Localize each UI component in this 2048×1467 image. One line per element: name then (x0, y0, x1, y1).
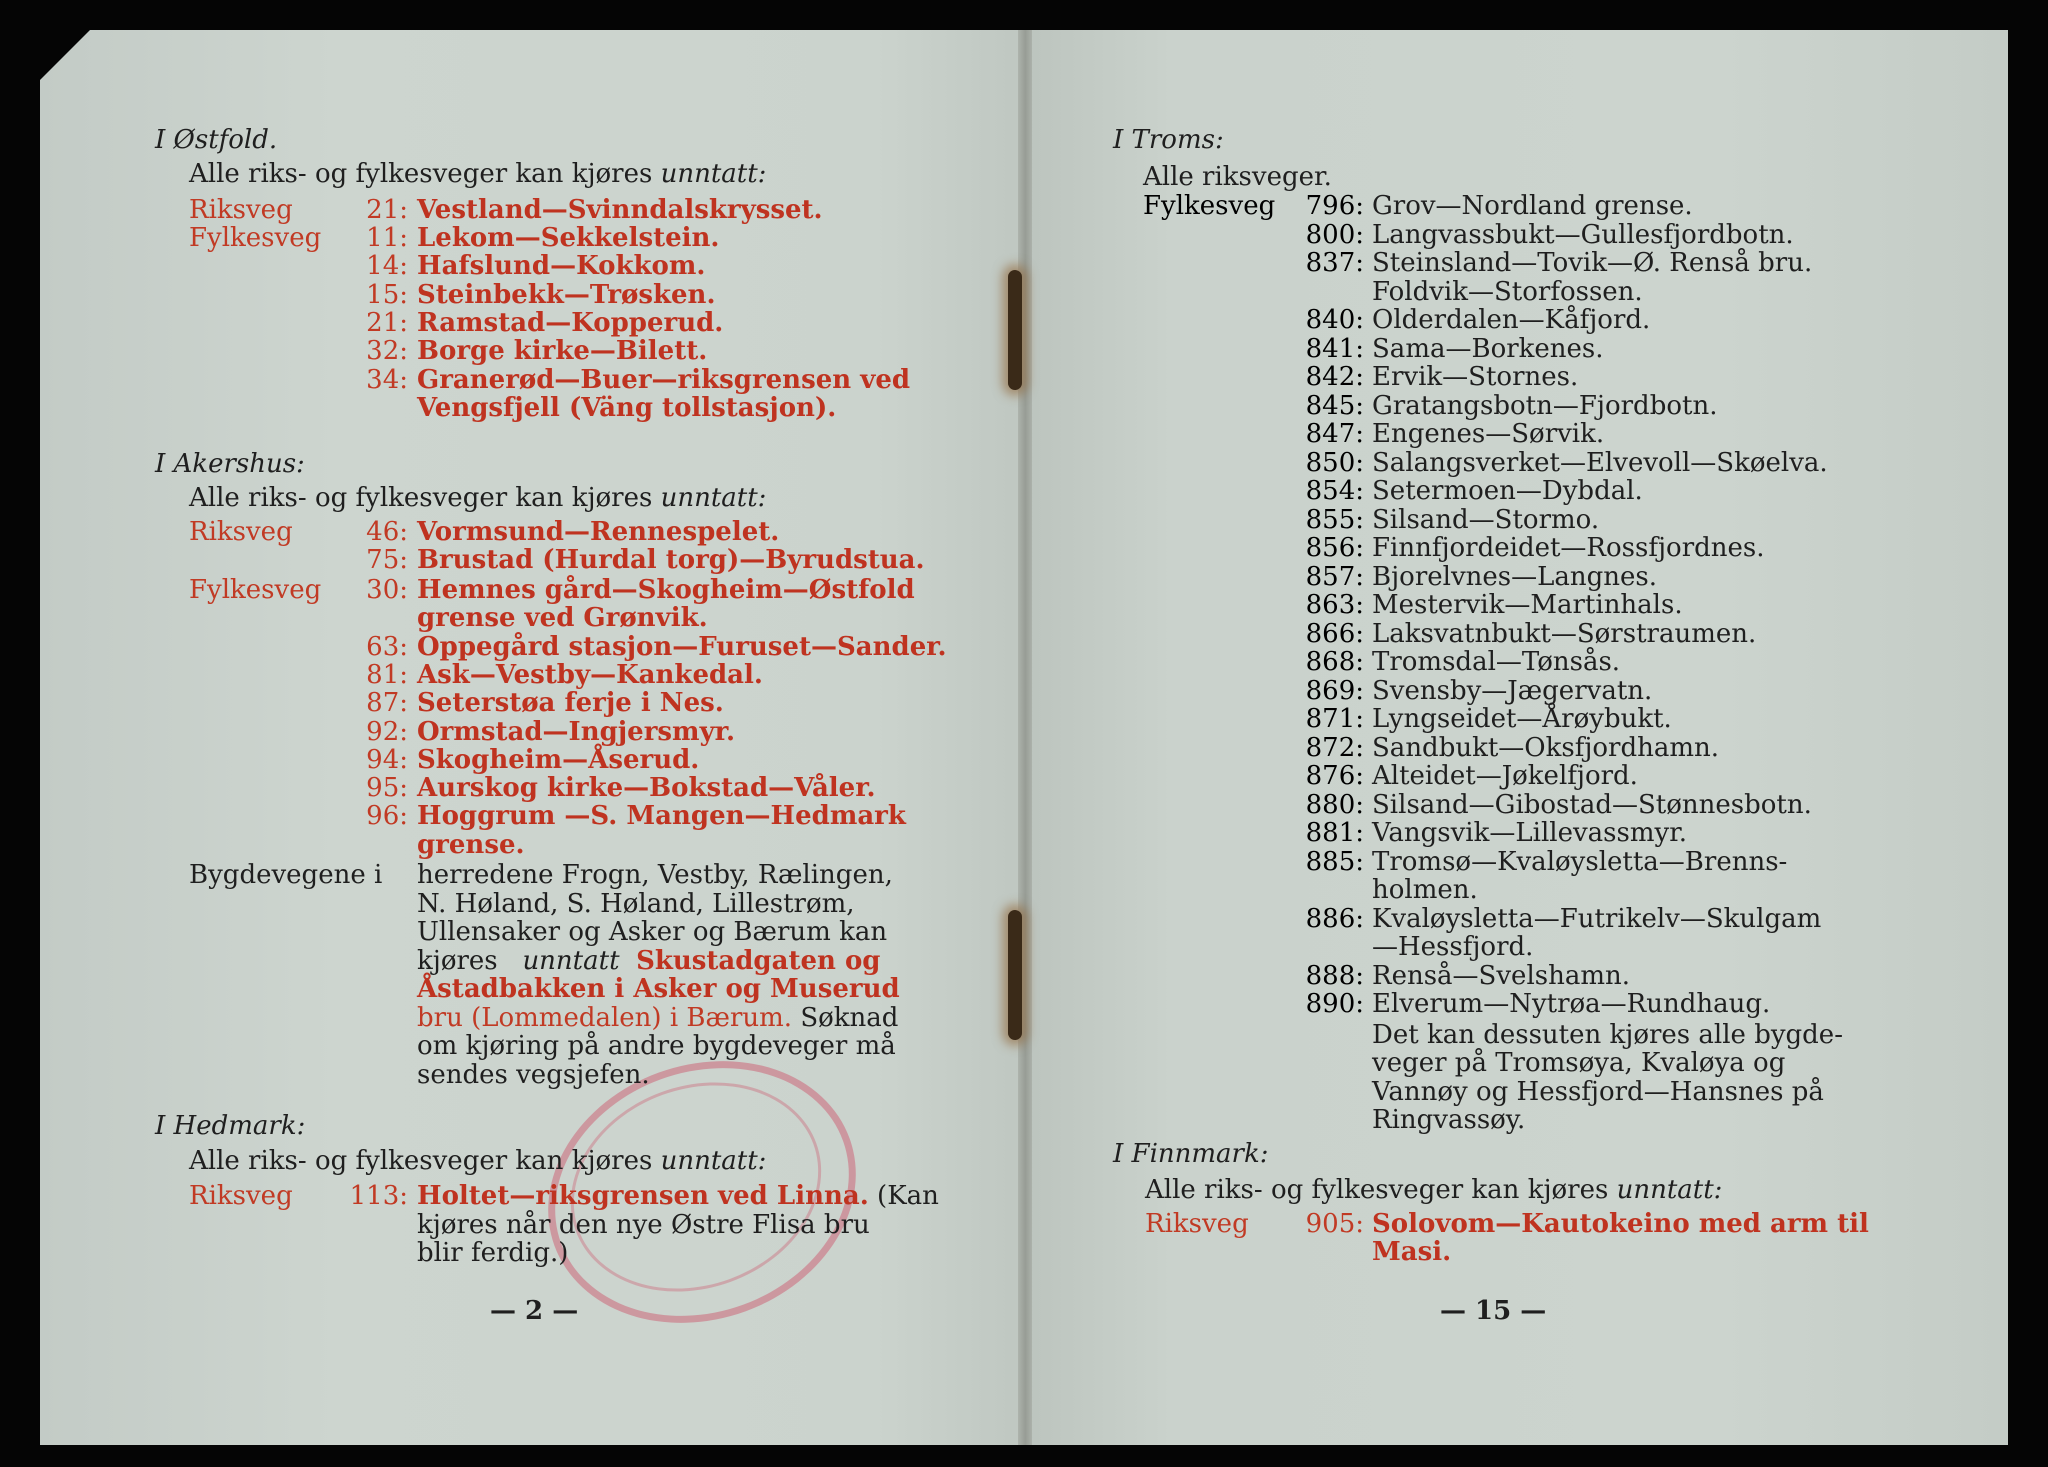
route-number: 868: (1305, 647, 1364, 677)
route-text: Mestervik—Martinhals. (1372, 590, 1683, 620)
route-text: Laksvatnbukt—Sørstraumen. (1372, 618, 1757, 649)
route-number: 92: (366, 716, 408, 747)
intro-exception: unntatt: (660, 159, 767, 189)
route-text: Tromsø—Kvaløysletta—Brenns- (1372, 846, 1788, 877)
route-number: 81: (366, 659, 408, 690)
route-text: Ormstad—Ingjersmyr. (417, 716, 736, 747)
label-riksveg: Riksveg (1145, 1209, 1249, 1239)
intro-exception: unntatt: (1616, 1175, 1723, 1205)
staple-hole-bottom (1008, 910, 1022, 1040)
bygd-line: sendes vegsjefen. (417, 1060, 650, 1090)
route-text: Hafslund—Kokkom. (417, 251, 706, 282)
route-text: Hoggrum —S. Mangen—Hedmark (417, 801, 906, 832)
intro-finnmark (1145, 1176, 1722, 1205)
bygd-label: Bygdevegene i (189, 860, 383, 890)
label-fylkesveg: Fylkesveg (1143, 191, 1276, 221)
page-number-right: — 15 — (1440, 1296, 1547, 1326)
troms-closing: veger på Tromsøya, Kvaløya og (1372, 1048, 1786, 1078)
route-number: 881: (1305, 818, 1364, 848)
route-number: 15: (366, 279, 408, 310)
route-text: Sama—Borkenes. (1372, 333, 1604, 364)
route-text: Alteidet—Jøkelfjord. (1372, 761, 1638, 791)
route-number: 842: (1305, 362, 1364, 392)
intro-text: Alle riks- og fylkesveger kan kjøres (1145, 1175, 1609, 1205)
route-number: 113: (349, 1181, 408, 1211)
intro-text: Alle riks- og fylkesveger kan kjøres (189, 1146, 653, 1176)
route-text: Kvaløysletta—Futrikelv—Skulgam (1372, 903, 1822, 934)
booklet-spine (1018, 30, 1032, 1445)
route-number: 890: (1305, 989, 1364, 1019)
route-number: 21: (366, 307, 408, 338)
route-text: Silsand—Stormo. (1372, 504, 1600, 535)
route-text: Lyngseidet—Årøybukt. (1372, 704, 1672, 734)
route-number: 800: (1305, 219, 1364, 250)
bygd-line: Åstadbakken i Asker og Muserud (417, 974, 900, 1004)
heading-ostfold: I Østfold. (155, 125, 278, 155)
route-text: Grov—Nordland grense. (1372, 191, 1693, 221)
route-text: Aurskog kirke—Bokstad—Våler. (417, 773, 876, 804)
route-number: 14: (366, 251, 408, 282)
route-number: 855: (1305, 504, 1364, 535)
route-text-cont: holmen. (1372, 875, 1478, 905)
route-number: 888: (1305, 960, 1364, 991)
route-text-cont: —Hessfjord. (1372, 932, 1534, 962)
route-number: 11: (366, 223, 408, 253)
route-number: 46: (366, 517, 408, 547)
route-text: Hemnes gård—Skogheim—Østfold (417, 575, 915, 605)
route-number: 880: (1305, 789, 1364, 820)
route-number: 796: (1305, 191, 1364, 221)
route-text: Vormsund—Rennespelet. (417, 517, 780, 547)
bygd-line (417, 947, 881, 976)
route-number: 869: (1305, 675, 1364, 706)
page-number-left: — 2 — (490, 1296, 579, 1326)
bygd-line: Ullensaker og Asker og Bærum kan (417, 917, 888, 947)
route-number: 94: (366, 744, 408, 775)
staple-hole-top (1008, 270, 1022, 390)
route-number: 863: (1305, 590, 1364, 620)
route-text: Granerød—Buer—riksgrensen ved (417, 364, 911, 395)
route-number: 872: (1305, 732, 1364, 763)
bygd-exception: unntatt (522, 946, 620, 976)
route-text-cont: grense ved Grønvik. (417, 603, 708, 634)
route-number: 885: (1305, 846, 1364, 877)
route-number: 886: (1305, 903, 1364, 934)
intro-text: Alle riks- og fylkesveger kan kjøres (189, 159, 653, 189)
route-number: 857: (1305, 561, 1364, 592)
heading-troms: I Troms: (1113, 125, 1224, 155)
bygd-line: N. Høland, S. Høland, Lillestrøm, (417, 889, 855, 919)
troms-closing: Det kan dessuten kjøres alle bygde- (1372, 1020, 1843, 1050)
route-number: 30: (366, 575, 408, 605)
route-text: Solovom—Kautokeino med arm til (1372, 1209, 1869, 1239)
route-number: 876: (1305, 761, 1364, 791)
route-number: 856: (1305, 533, 1364, 563)
route-text: Steinbekk—Trøsken. (417, 279, 716, 310)
bygd-line: om kjøring på andre bygdeveger må (417, 1031, 896, 1061)
route-number: 841: (1305, 333, 1364, 364)
route-number: 847: (1305, 419, 1364, 449)
troms-closing: Ringvassøy. (1372, 1105, 1526, 1135)
route-text: Silsand—Gibostad—Stønnesbotn. (1372, 789, 1812, 820)
route-text: Renså—Svelshamn. (1372, 960, 1631, 991)
intro-exception: unntatt: (660, 1146, 767, 1176)
route-number: 96: (366, 801, 408, 832)
label-riksveg: Riksveg (189, 517, 293, 547)
route-note: kjøres når den nye Østre Flisa bru (417, 1210, 870, 1240)
route-text (417, 1182, 939, 1211)
intro-akershus (189, 484, 766, 513)
route-number: 63: (366, 631, 408, 662)
label-fylkesveg: Fylkesveg (189, 223, 322, 253)
route-number: 87: (366, 688, 408, 719)
heading-hedmark: I Hedmark: (155, 1111, 306, 1141)
route-number: 32: (366, 336, 408, 367)
torn-corner (40, 30, 90, 80)
route-number: 75: (366, 545, 408, 576)
route-text: Setermoen—Dybdal. (1372, 476, 1643, 506)
route-number: 850: (1305, 447, 1364, 478)
route-text: Borge kirke—Bilett. (417, 336, 708, 367)
route-text-cont: grense. (417, 829, 525, 860)
bygd-red: Skustadgaten og (636, 946, 881, 976)
route-red: Holtet—riksgrensen ved Linna. (417, 1181, 869, 1211)
route-text: Bjorelvnes—Langnes. (1372, 561, 1658, 592)
route-number: 95: (366, 773, 408, 804)
bygd-text: Søknad (800, 1003, 899, 1033)
route-number: 34: (366, 364, 408, 395)
route-note: blir ferdig.) (417, 1238, 569, 1268)
route-text: Olderdalen—Kåfjord. (1372, 305, 1651, 335)
bygd-line (417, 1004, 898, 1033)
route-text: Oppegård stasjon—Furuset—Sander. (417, 631, 947, 662)
route-text: Ask—Vestby—Kankedal. (417, 659, 763, 690)
route-number: 871: (1305, 704, 1364, 734)
label-fylkesveg: Fylkesveg (189, 575, 322, 605)
route-text: Steinsland—Tovik—Ø. Renså bru. (1372, 248, 1813, 278)
route-text: Langvassbukt—Gullesfjordbotn. (1372, 219, 1794, 250)
route-number: 845: (1305, 390, 1364, 421)
heading-finnmark: I Finnmark: (1113, 1139, 1269, 1169)
route-text-cont: Masi. (1372, 1237, 1452, 1267)
intro-text: Alle riks- og fylkesveger kan kjøres (189, 483, 653, 513)
label-riksveg: Riksveg (189, 195, 293, 225)
route-number: 854: (1305, 476, 1364, 506)
route-number: 840: (1305, 305, 1364, 335)
route-number: 837: (1305, 248, 1364, 278)
route-number: 866: (1305, 618, 1364, 649)
route-text: Brustad (Hurdal torg)—Byrudstua. (417, 545, 925, 576)
route-text-cont: Foldvik—Storfossen. (1372, 276, 1643, 307)
route-text: Svensby—Jægervatn. (1372, 675, 1653, 706)
route-text: Elverum—Nytrøa—Rundhaug. (1372, 989, 1771, 1019)
route-text: Sandbukt—Oksfjordhamn. (1372, 732, 1720, 763)
bygd-text: kjøres (417, 946, 498, 976)
route-text: Lekom—Sekkelstein. (417, 223, 720, 253)
route-text: Finnfjordeidet—Rossfjordnes. (1372, 533, 1765, 563)
intro-hedmark (189, 1147, 766, 1176)
route-text: Ramstad—Kopperud. (417, 307, 724, 338)
heading-akershus: I Akershus: (155, 449, 305, 479)
troms-closing: Vannøy og Hessfjord—Hansnes på (1372, 1077, 1824, 1107)
route-text: Ervik—Stornes. (1372, 362, 1579, 392)
route-number: 905: (1305, 1209, 1364, 1239)
route-text: Vestland—Svinndalskrysset. (417, 195, 823, 225)
bygd-red: bru (Lommedalen) i Bærum. (417, 1003, 793, 1033)
intro-troms: Alle riksveger. (1143, 162, 1332, 192)
route-text: Tromsdal—Tønsås. (1372, 647, 1621, 677)
intro-exception: unntatt: (660, 483, 767, 513)
route-text: Skogheim—Åserud. (417, 744, 700, 775)
intro-ostfold (189, 160, 766, 189)
bygd-line: herredene Frogn, Vestby, Rælingen, (417, 860, 893, 890)
route-text: Salangsverket—Elvevoll—Skøelva. (1372, 447, 1828, 478)
route-note: (Kan (877, 1181, 939, 1211)
label-riksveg: Riksveg (189, 1181, 293, 1211)
route-text: Seterstøa ferje i Nes. (417, 688, 724, 719)
route-number: 21: (366, 195, 408, 225)
route-text: Engenes—Sørvik. (1372, 419, 1605, 449)
route-text: Vangsvik—Lillevassmyr. (1372, 818, 1688, 848)
route-text: Gratangsbotn—Fjordbotn. (1372, 390, 1718, 421)
route-text-cont: Vengsfjell (Väng tollstasjon). (417, 392, 837, 423)
